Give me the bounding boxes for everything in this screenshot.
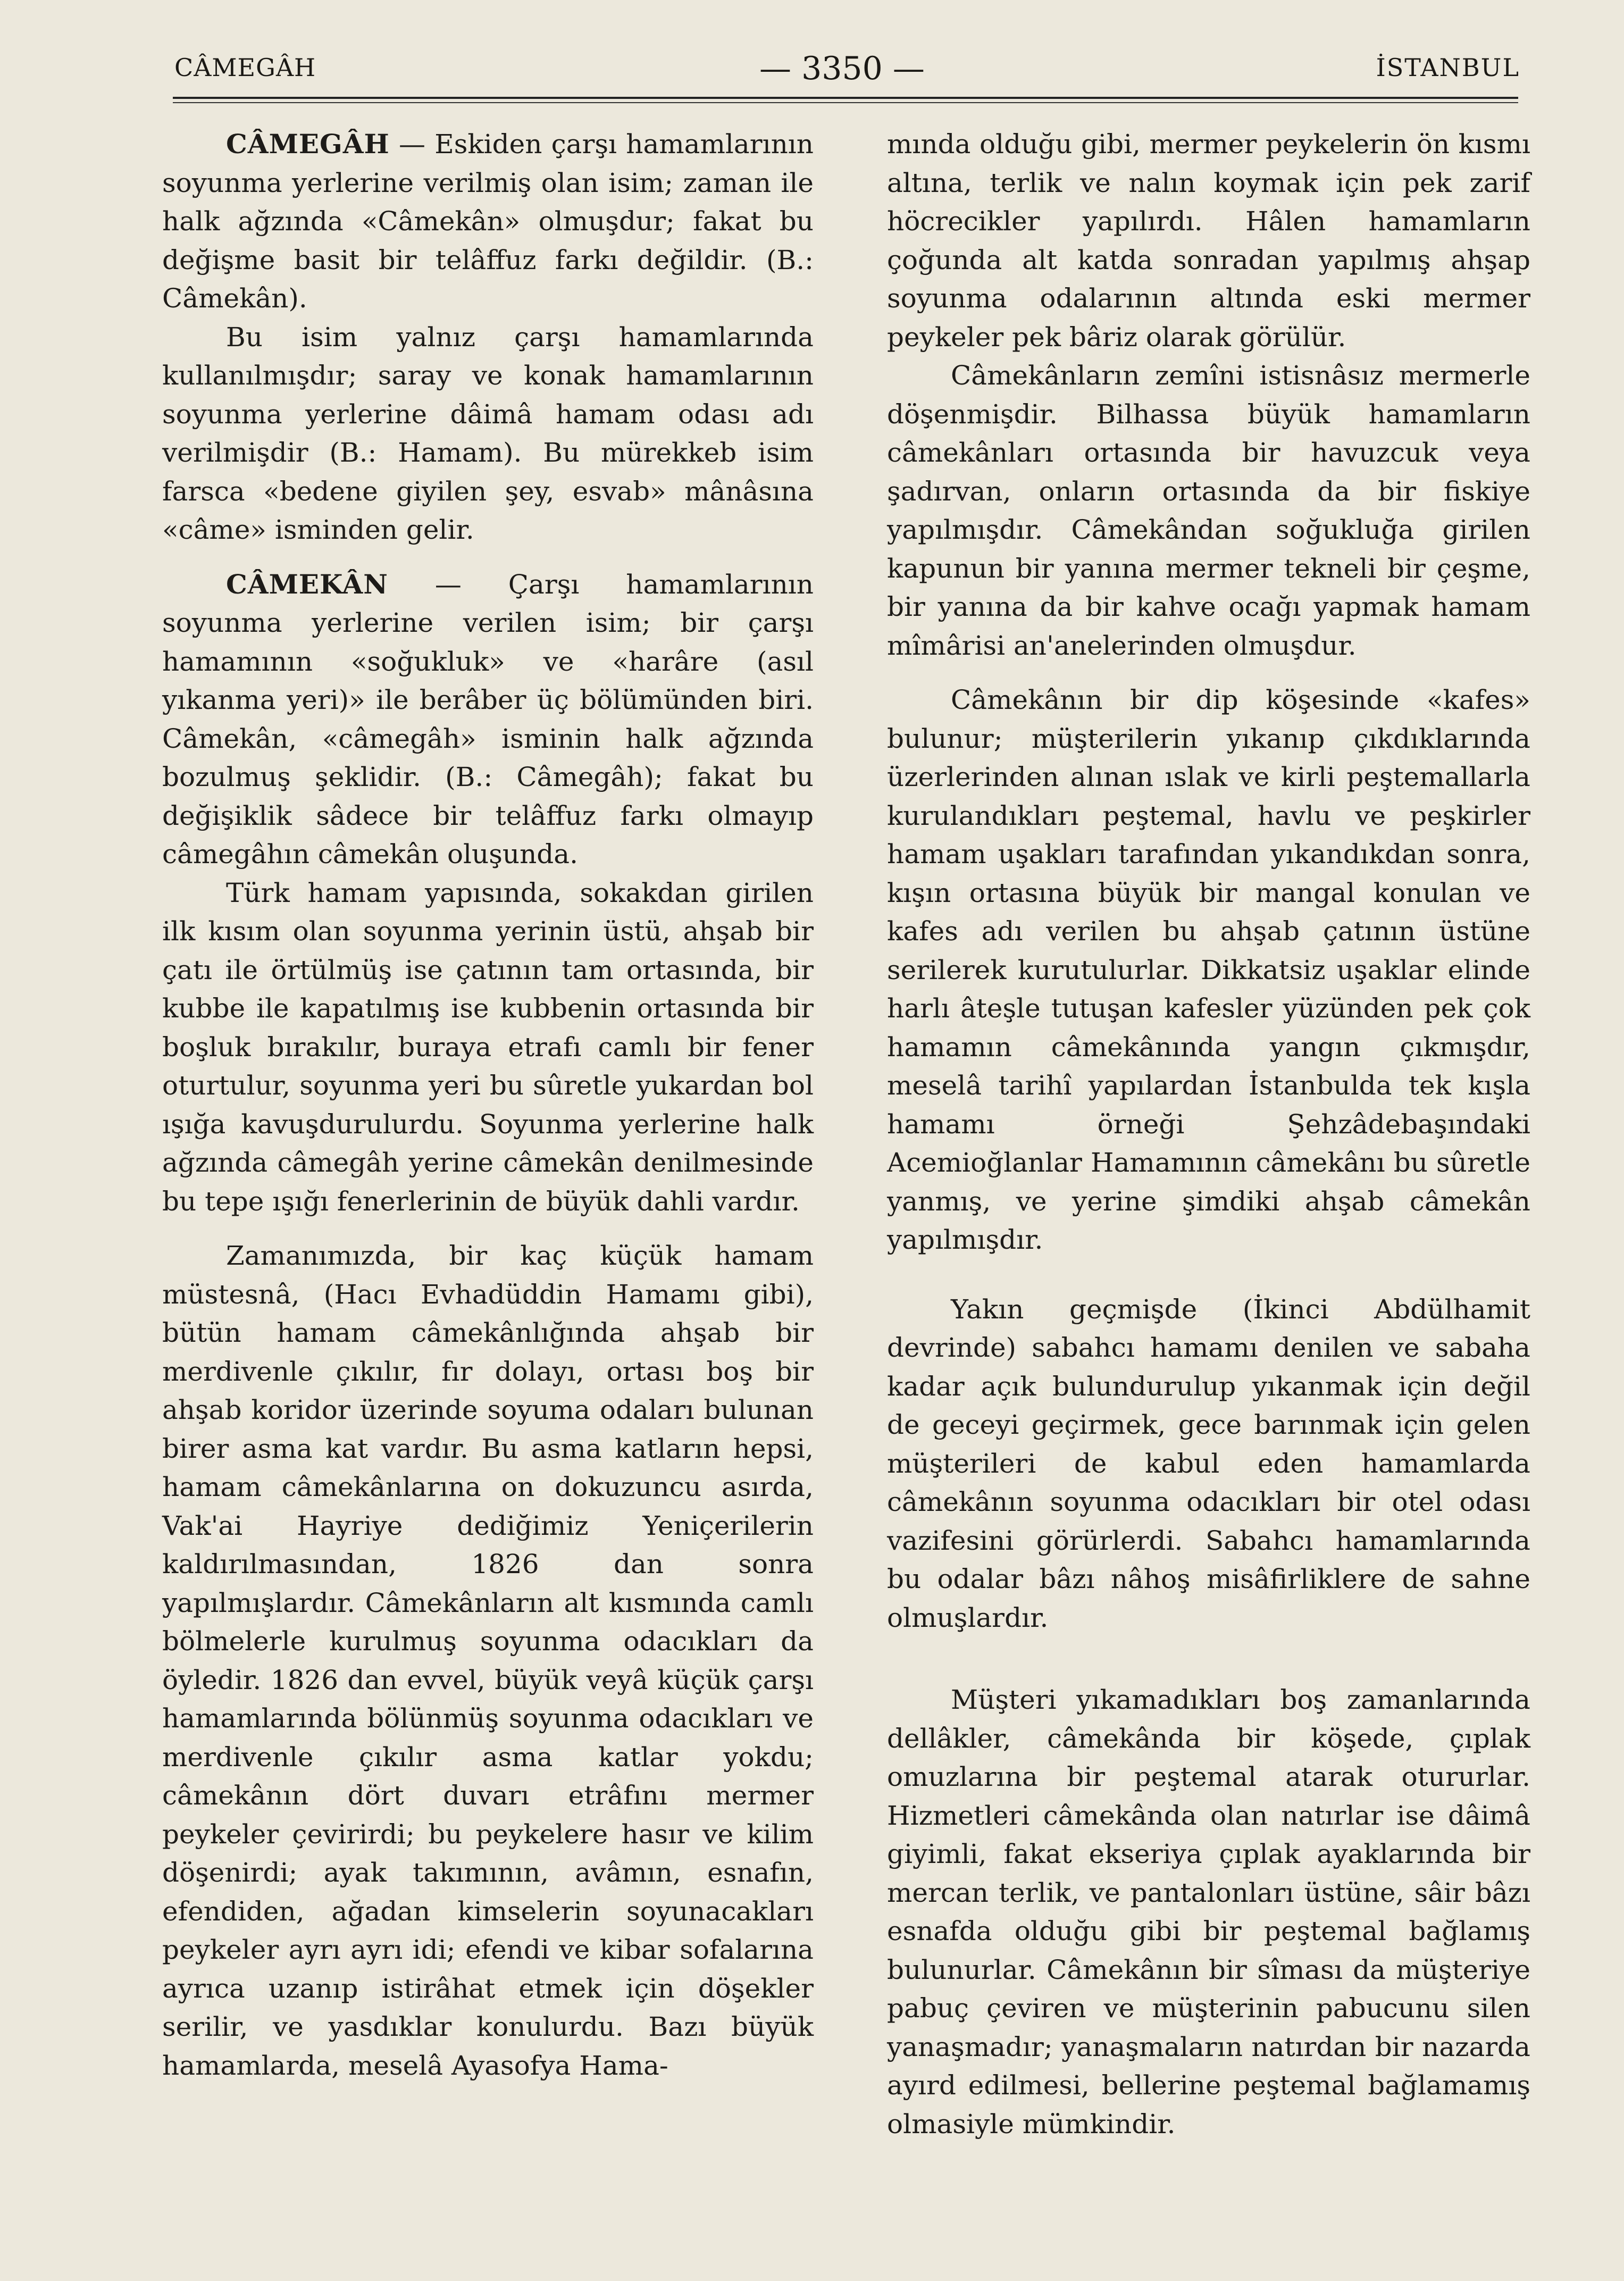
running-head-left: CÂMEGÂH (174, 53, 316, 82)
entry-camegah (162, 125, 814, 318)
paragraph-text: Câmekânların zemîni istisnâsız mermerle döşenmişdir. Bilhassa büyük hamamların câmekânları ortasında bir havuzcuk veya şadırvan, onların ortasında da bir fiskiye yapılmışdır. Câmekândan soğukluğa girilen kapunun bir yanına mermer tekneli bir çeşme, bir yanına da bir kahve ocağı yapmak hamam mîmârisi an'anelerinden olmuşdur. (887, 360, 1530, 661)
right-column (887, 125, 1530, 2143)
page-number: — 3350 — (759, 50, 925, 87)
paragraph-text: mında olduğu gibi, mermer peykelerin ön kısmı altına, terlik ve nalın koymak için pek zarif höcrecikler yapılırdı. Hâlen hamamların çoğunda alt katda sonradan yapılmış ahşap soyunma odalarının altında eski mermer peykeler pek bâriz olarak görülür. (887, 129, 1530, 353)
paragraph-text: Câmekânın bir dip köşesinde «kafes» bulunur; müşterilerin yıkanıp çıkdıklarında üzerlerinden alınan ıslak ve kirli peştemallarla kurulandıkları peştemal, havlu ve peşkirler hamam uşakları tarafından yıkandıkdan sonra, kışın ortasına büyük bir mangal konulan ve kafes adı verilen bu ahşab çatının üstüne serilerek kurutulurlar. Dikkatsiz uşaklar elinde harlı âteşle tutuşan kafesler yüzünden pek çok hamamın câmekânında yangın çıkmışdır, meselâ tarihî yapılardan İstanbulda tek kışla hamamı örneği Şehzâdebaşındaki Acemioğlanlar Hamamının câmekânı bu sûretle yanmış, ve yerine şimdiki ahşab câmekân yapılmışdır. (887, 684, 1530, 1255)
left-column (162, 125, 814, 2085)
paragraph-text: Bu isim yalnız çarşı hamamlarında kullanılmışdır; saray ve konak hamamlarının soyunma yerlerine dâimâ hamam odası adı verilmişdir (B.: Hamam). Bu mürekkeb isim farsca «bedene giyilen şey, esvab» mânâsına «câme» isminden gelir. (162, 321, 814, 545)
paragraph (162, 874, 814, 1221)
paragraph (162, 1236, 814, 2085)
entry-camekan (162, 565, 814, 874)
paragraph (887, 356, 1530, 665)
paragraph (887, 1681, 1530, 2143)
header-rule-thin (173, 102, 1518, 103)
entry-term: CÂMEKÂN (226, 568, 388, 600)
paragraph-text: Zamanımızda, bir kaç küçük hamam müstesnâ, (Hacı Evhadüddin Hamamı gibi), bütün hamam câmekânlığında ahşab bir merdivenle çıkılır, fır dolayı, ortası boş bir ahşab koridor üzerinde soyuma odaları bulunan birer asma kat vardır. Bu asma katların hepsi, hamam câmekânlarına on dokuzuncu asırda, Vak'ai Hayriye dediğimiz Yeniçerilerin kaldırılmasından, 1826 dan sonra yapılmışlardır. Câmekânların alt kısmında camlı bölmelerle kurulmuş soyunma odacıkları da öyledir. 1826 dan evvel, büyük veyâ küçük çarşı hamamlarında bölünmüş soyunma odacıkları ve merdivenle çıkılır asma katlar yokdu; câmekânın dört duvarı etrâfını mermer peykeler çevirirdi; bu peykelere hasır ve kilim döşenirdi; ayak takımının, avâmın, esnafın, efendiden, ağadan kimselerin soyunacakları peykeler ayrı ayrı idi; efendi ve kibar sofalarına ayrıca uzanıp istirâhat etmek için döşekler serilir, ve yasdıklar konulurdu. Bazı büyük hamamlarda, meselâ Ayasofya Hama- (162, 1240, 814, 2081)
paragraph (887, 681, 1530, 1259)
running-head-right: İSTANBUL (1376, 53, 1520, 82)
entry-term: CÂMEGÂH (226, 128, 390, 160)
paragraph-text: — Eskiden çarşı hamamlarının soyunma yerlerine verilmiş olan isim; zaman ile halk ağzında «Câmekân» olmuşdur; fakat bu değişme basit bir telâffuz farkı değildir. (B.: Câmekân). (162, 129, 814, 314)
paragraph-text: Yakın geçmişde (İkinci Abdülhamit devrinde) sabahcı hamamı denilen ve sabaha kadar açık bulundurulup yıkanmak için değil de geceyi geçirmek, gece barınmak için gelen müşterileri de kabul eden hamamlarda câmekânın soyunma odacıkları bir otel odası vazifesini görürlerdi. Sabahcı hamamlarında bu odalar bâzı nâhoş misâfirliklere de sahne olmuşlardır. (887, 1293, 1530, 1633)
paragraph (162, 318, 814, 549)
paragraph-continued (887, 125, 1530, 356)
paragraph-text: Müşteri yıkamadıkları boş zamanlarında dellâkler, câmekânda bir köşede, çıplak omuzlarına bir peştemal atarak otururlar. Hizmetleri câmekânda olan natırlar ise dâimâ giyimli, fakat ekseriya çıplak ayaklarında bir mercan terlik, ve pantalonları üstüne, sâir bâzı esnafda olduğu gibi bir peştemal bağlamış bulunurlar. Câmekânın bir sîması da müşteriye pabuç çeviren ve müşterinin pabucunu silen yanaşmadır; yanaşmaların natırdan bir nazarda ayırd edilmesi, bellerine peştemal bağlamamış olmasiyle mümkindir. (887, 1684, 1530, 2140)
paragraph (887, 1290, 1530, 1637)
header-rule (173, 97, 1518, 99)
paragraph-text: — Çarşı hamamlarının soyunma yerlerine verilen isim; bir çarşı hamamının «soğukluk» ve «harâre (asıl yıkanma yeri)» ile berâber üç bölümünden biri. Câmekân, «câmegâh» isminin halk ağzında bozulmuş şeklidir. (B.: Câmegâh); fakat bu değişiklik sâdece bir telâffuz farkı olmayıp câmegâhın câmekân oluşunda. (162, 569, 814, 870)
page-header (169, 50, 1520, 87)
paragraph-text: Türk hamam yapısında, sokakdan girilen ilk kısım olan soyunma yerinin üstü, ahşab bir çatı ile örtülmüş ise çatının tam ortasında, bir kubbe ile kapatılmış ise kubbenin ortasında bir boşluk bırakılır, buraya etrafı camlı bir fener oturtulur, soyunma yeri bu sûretle yukardan bol ışığa kavuşdurulurdu. Soyunma yerlerine halk ağzında câmegâh yerine câmekân denilmesinde bu tepe ışığı fenerlerinin de büyük dahli vardır. (162, 877, 814, 1217)
